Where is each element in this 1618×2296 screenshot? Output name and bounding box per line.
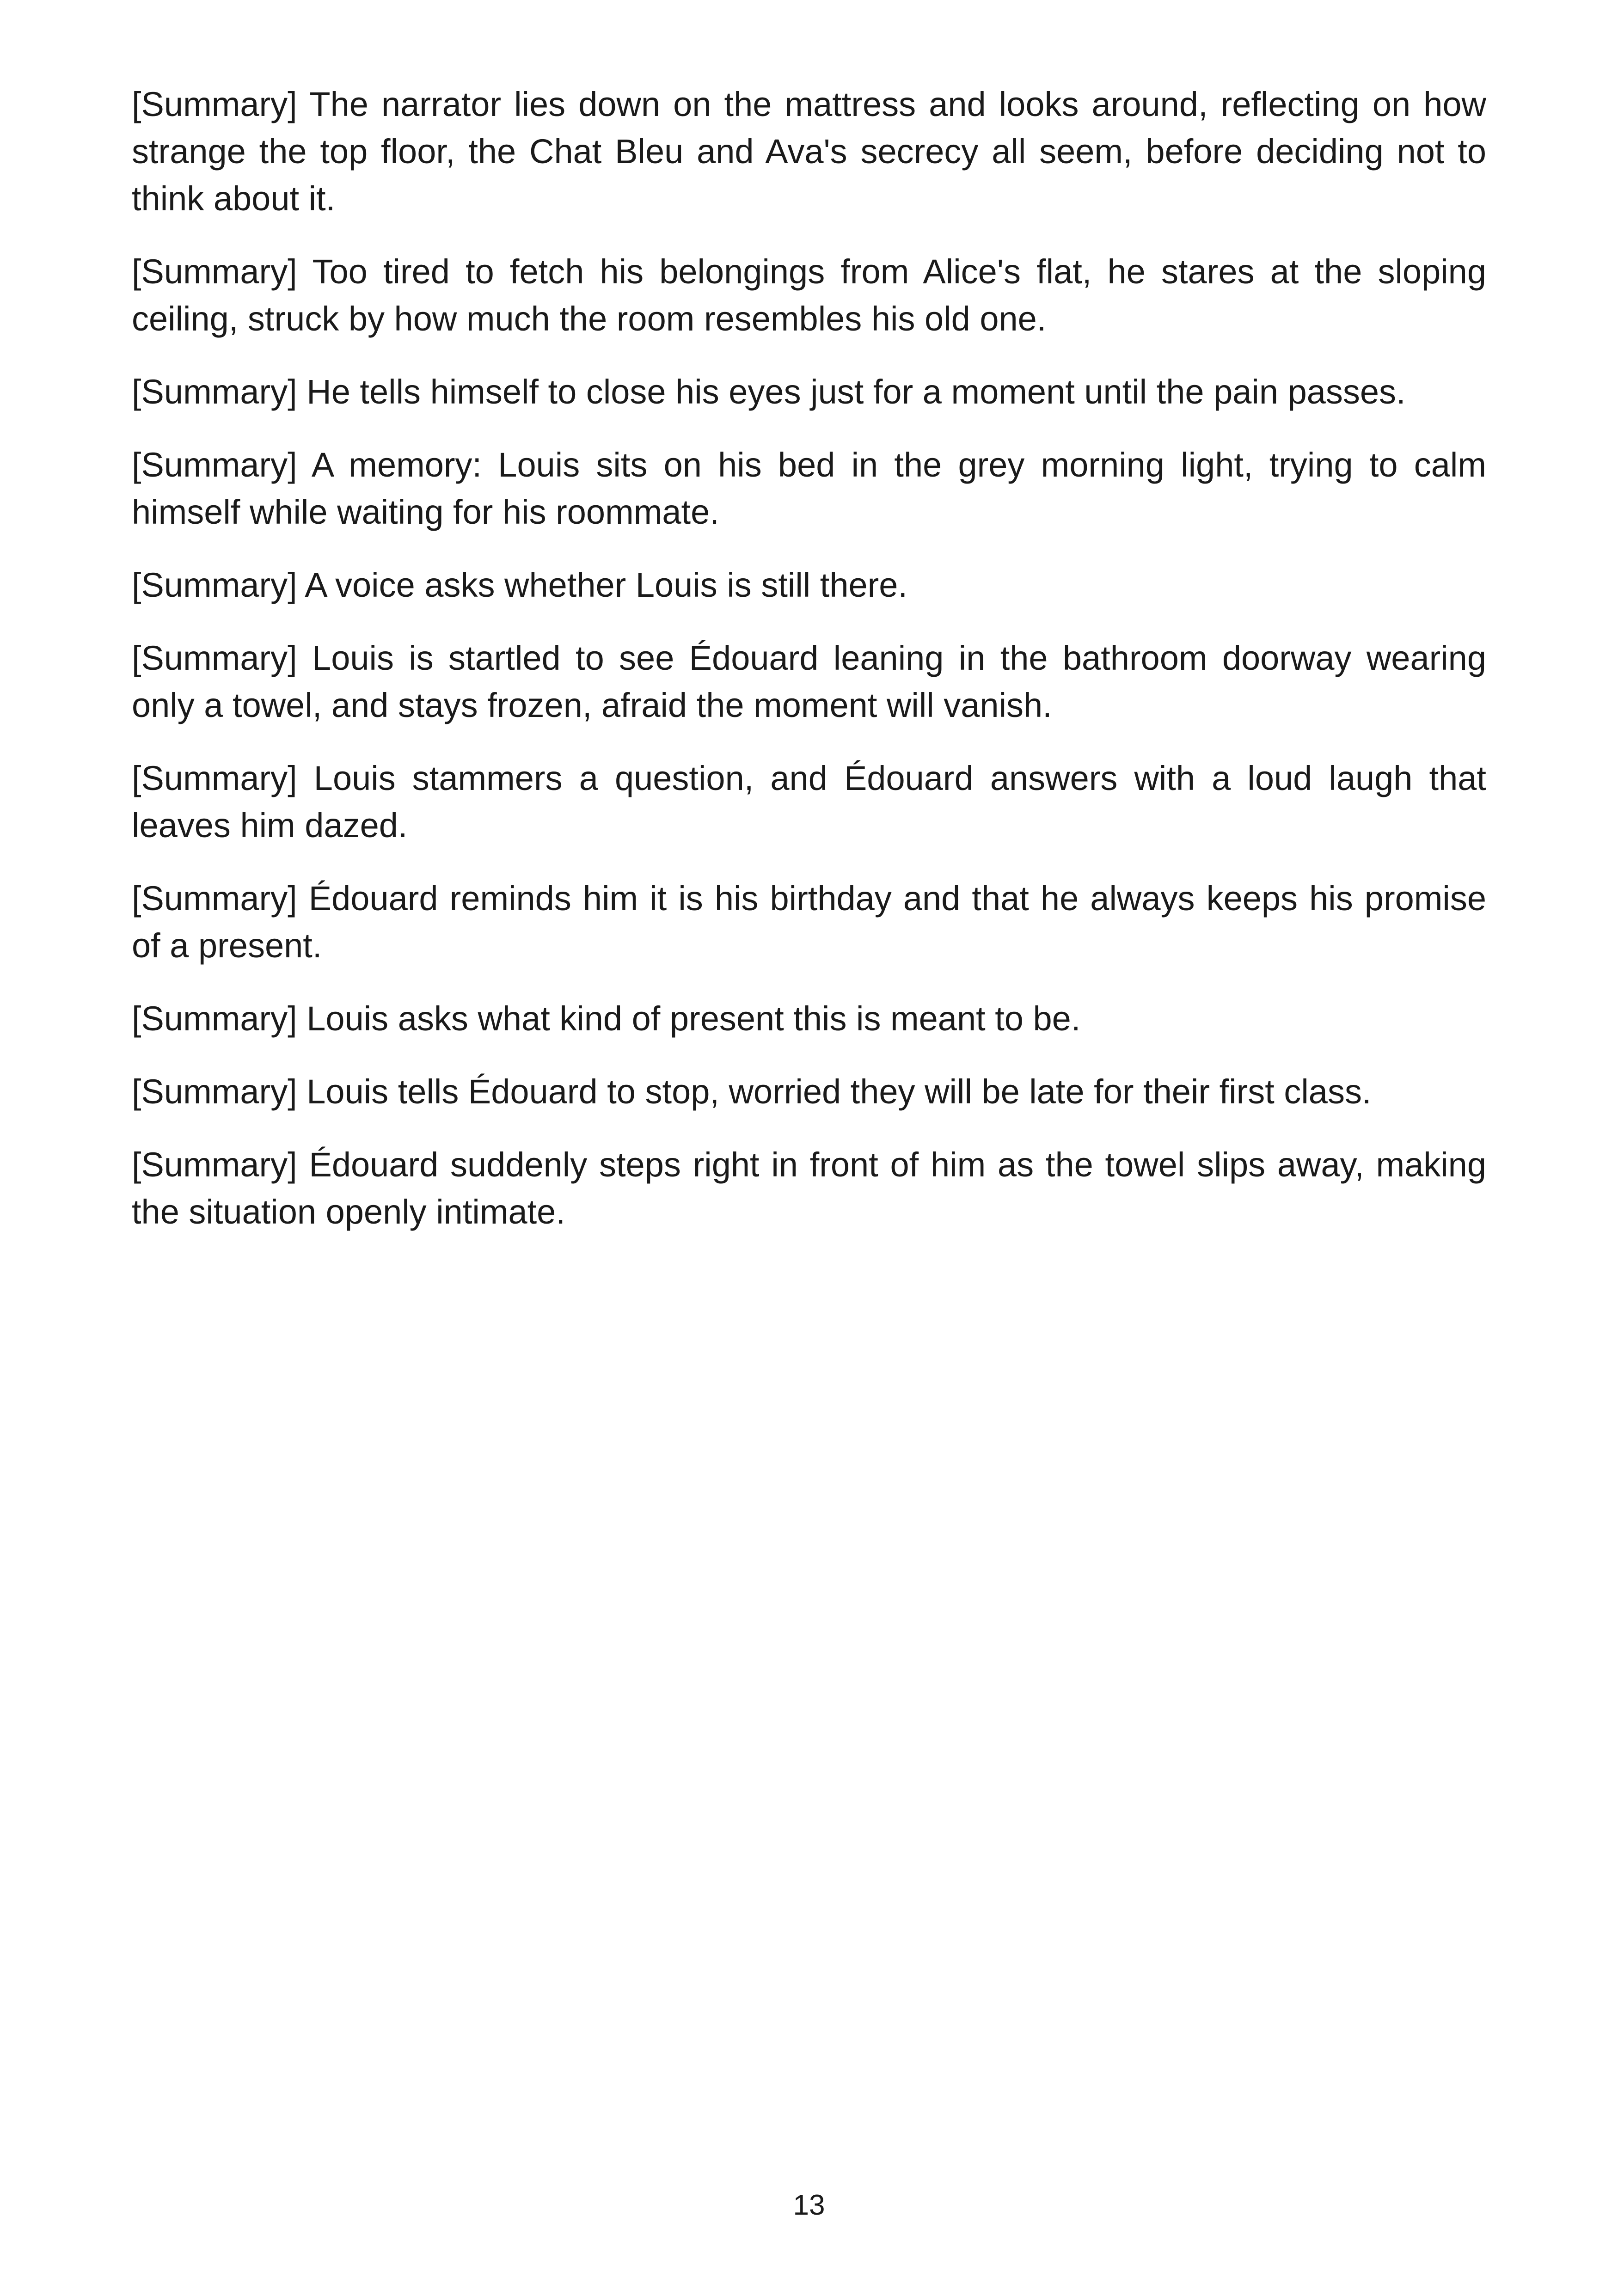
paragraph: [Summary] The narrator lies down on the mattress and looks around, reflecting on how strange the top floor, the Chat Bleu and Ava's secrecy all seem, before deciding not to think about it. bbox=[132, 85, 1486, 218]
paragraph: [Summary] Édouard reminds him it is his birthday and that he always keeps his promise of a present. bbox=[132, 879, 1486, 965]
paragraph: [Summary] Louis asks what kind of present this is meant to be. bbox=[132, 999, 1081, 1038]
paragraph: [Summary] A memory: Louis sits on his bed in the grey morning light, trying to calm himself while waiting for his roommate. bbox=[132, 446, 1486, 531]
paragraph: [Summary] Louis stammers a question, and Édouard answers with a loud laugh that leaves him dazed. bbox=[132, 759, 1486, 845]
page-number: 13 bbox=[793, 2189, 825, 2221]
document-body bbox=[132, 81, 1486, 1261]
paragraph: [Summary] Édouard suddenly steps right in front of him as the towel slips away, making the situation openly intimate. bbox=[132, 1145, 1486, 1231]
paragraph: [Summary] Louis tells Édouard to stop, worried they will be late for their first class. bbox=[132, 1072, 1372, 1111]
paragraph: [Summary] Louis is startled to see Édouard leaning in the bathroom doorway wearing only a towel, and stays frozen, afraid the moment will vanish. bbox=[132, 639, 1486, 724]
paragraph: [Summary] He tells himself to close his eyes just for a moment until the pain passes. bbox=[132, 373, 1406, 411]
paragraph: [Summary] Too tired to fetch his belongings from Alice's flat, he stares at the sloping ceiling, struck by how much the room resembles his old one. bbox=[132, 252, 1486, 338]
paragraph: [Summary] A voice asks whether Louis is still there. bbox=[132, 566, 908, 604]
